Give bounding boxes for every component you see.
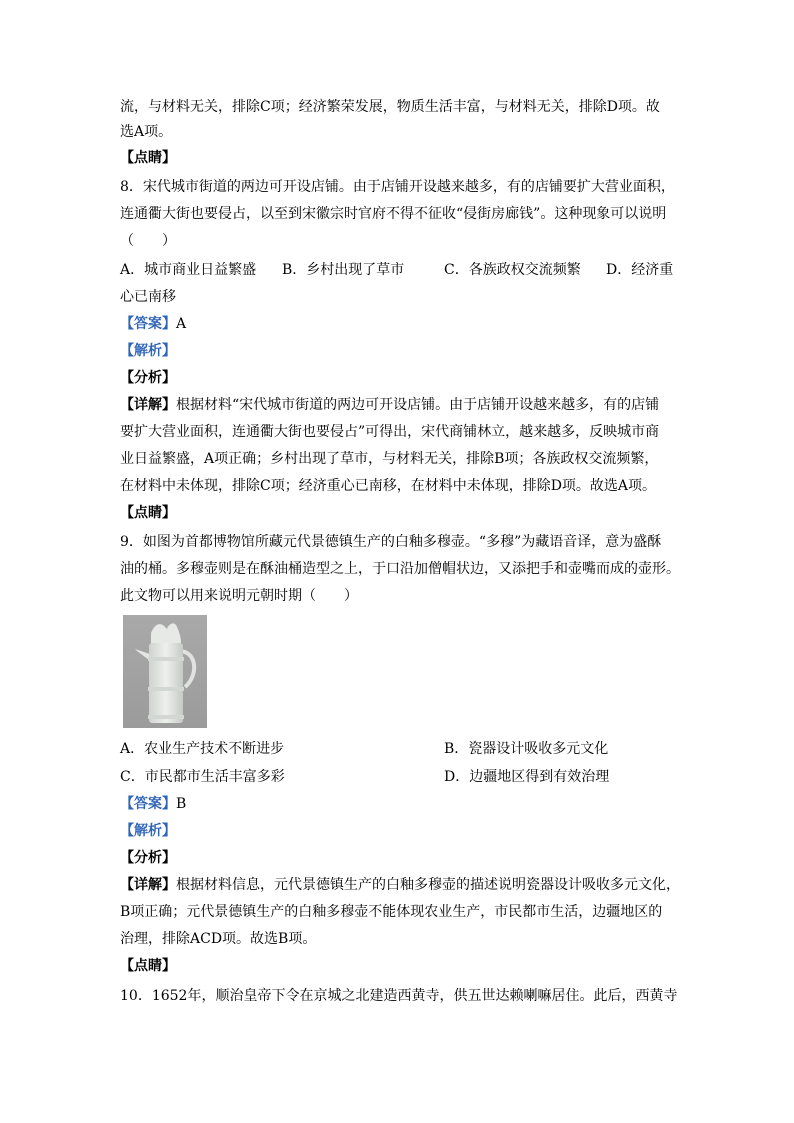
q8-option-a: A．城市商业日益繁盛 bbox=[120, 262, 257, 278]
q9-detail: 治理，排除ACD项。故选B项。 bbox=[120, 931, 317, 947]
question-8-stem: （ ） bbox=[120, 233, 176, 249]
q9-detail: B项正确；元代景德镇生产的白釉多穆壶不能体现农业生产，市民都市生活，边疆地区的 bbox=[120, 904, 663, 920]
answer-value: A bbox=[176, 316, 187, 332]
answer-value: B bbox=[176, 796, 187, 812]
answer-label: 【答案】 bbox=[120, 316, 176, 332]
question-10-stem: 10．1652年，顺治皇帝下令在京城之北建造西黄寺，供五世达赖喇嘛居住。此后，西黄寺 bbox=[120, 988, 678, 1004]
q8-option-d-cont: 心已南移 bbox=[120, 289, 176, 305]
q8-option-b: B．乡村出现了草市 bbox=[282, 262, 405, 278]
text-line: 选A项。 bbox=[120, 124, 173, 140]
q8-detail bbox=[120, 395, 659, 415]
q8-detail: 要扩大营业面积，连通衢大街也要侵占”可得出，宋代商铺林立，越来越多，反映城市商 bbox=[120, 424, 660, 440]
question-9-stem: 9．如图为首都博物馆所藏元代景德镇生产的白釉多穆壶。“多穆”为藏语音译，意为盛酥 bbox=[120, 534, 662, 550]
duomu-ewer-photo bbox=[123, 615, 207, 728]
q9-option-b: B．瓷器设计吸收多元文化 bbox=[444, 741, 609, 757]
q8-option-c: C．各族政权交流频繁 bbox=[444, 262, 581, 278]
dianjing-label: 【点睛】 bbox=[120, 505, 176, 521]
fenxi-label: 【分析】 bbox=[120, 850, 176, 866]
q9-option-a: A．农业生产技术不断进步 bbox=[120, 741, 285, 757]
q8-option-d: D．经济重 bbox=[606, 262, 674, 278]
ewer-image bbox=[123, 615, 207, 728]
text-line: 流，与材料无关，排除C项；经济繁荣发展，物质生活丰富，与材料无关，排除D项。故 bbox=[120, 99, 660, 115]
q9-option-c: C．市民都市生活丰富多彩 bbox=[120, 769, 285, 785]
q8-detail: 业日益繁盛，A项正确；乡村出现了草市，与材料无关，排除B项；各族政权交流频繁， bbox=[120, 451, 659, 467]
jiexi-label: 【解析】 bbox=[120, 343, 176, 359]
fenxi-label: 【分析】 bbox=[120, 370, 176, 386]
question-9-stem: 此文物可以用来说明元朝时期（ ） bbox=[120, 588, 358, 604]
detail-label: 【详解】 bbox=[120, 877, 176, 893]
detail-label: 【详解】 bbox=[120, 397, 176, 413]
q9-answer bbox=[120, 794, 186, 814]
question-8-stem: 连通衢大街也要侵占，以至到宋徽宗时官府不得不征收“侵街房廊钱”。这种现象可以说明 bbox=[120, 206, 667, 222]
dianjing-label: 【点睛】 bbox=[120, 150, 176, 166]
jiexi-label: 【解析】 bbox=[120, 823, 176, 839]
q8-answer bbox=[120, 314, 186, 334]
dianjing-label: 【点睛】 bbox=[120, 958, 176, 974]
q8-detail: 在材料中未体现，排除C项；经济重心已南移，在材料中未体现，排除D项。故选A项。 bbox=[120, 478, 657, 494]
q9-option-d: D．边疆地区得到有效治理 bbox=[444, 769, 610, 785]
answer-label: 【答案】 bbox=[120, 796, 176, 812]
detail-text: 根据材料“宋代城市街道的两边可开设店铺。由于店铺开设越来越多，有的店铺 bbox=[176, 397, 660, 413]
detail-text: 根据材料信息，元代景德镇生产的白釉多穆壶的描述说明瓷器设计吸收多元文化， bbox=[176, 877, 680, 893]
question-8-stem: 8．宋代城市街道的两边可开设店铺。由于店铺开设越来越多，有的店铺要扩大营业面积， bbox=[120, 179, 675, 195]
question-9-stem: 油的桶。多穆壶则是在酥油桶造型之上，于口沿加僧帽状边，又添把手和壶嘴而成的壶形。 bbox=[120, 561, 680, 577]
q9-detail bbox=[120, 875, 680, 895]
